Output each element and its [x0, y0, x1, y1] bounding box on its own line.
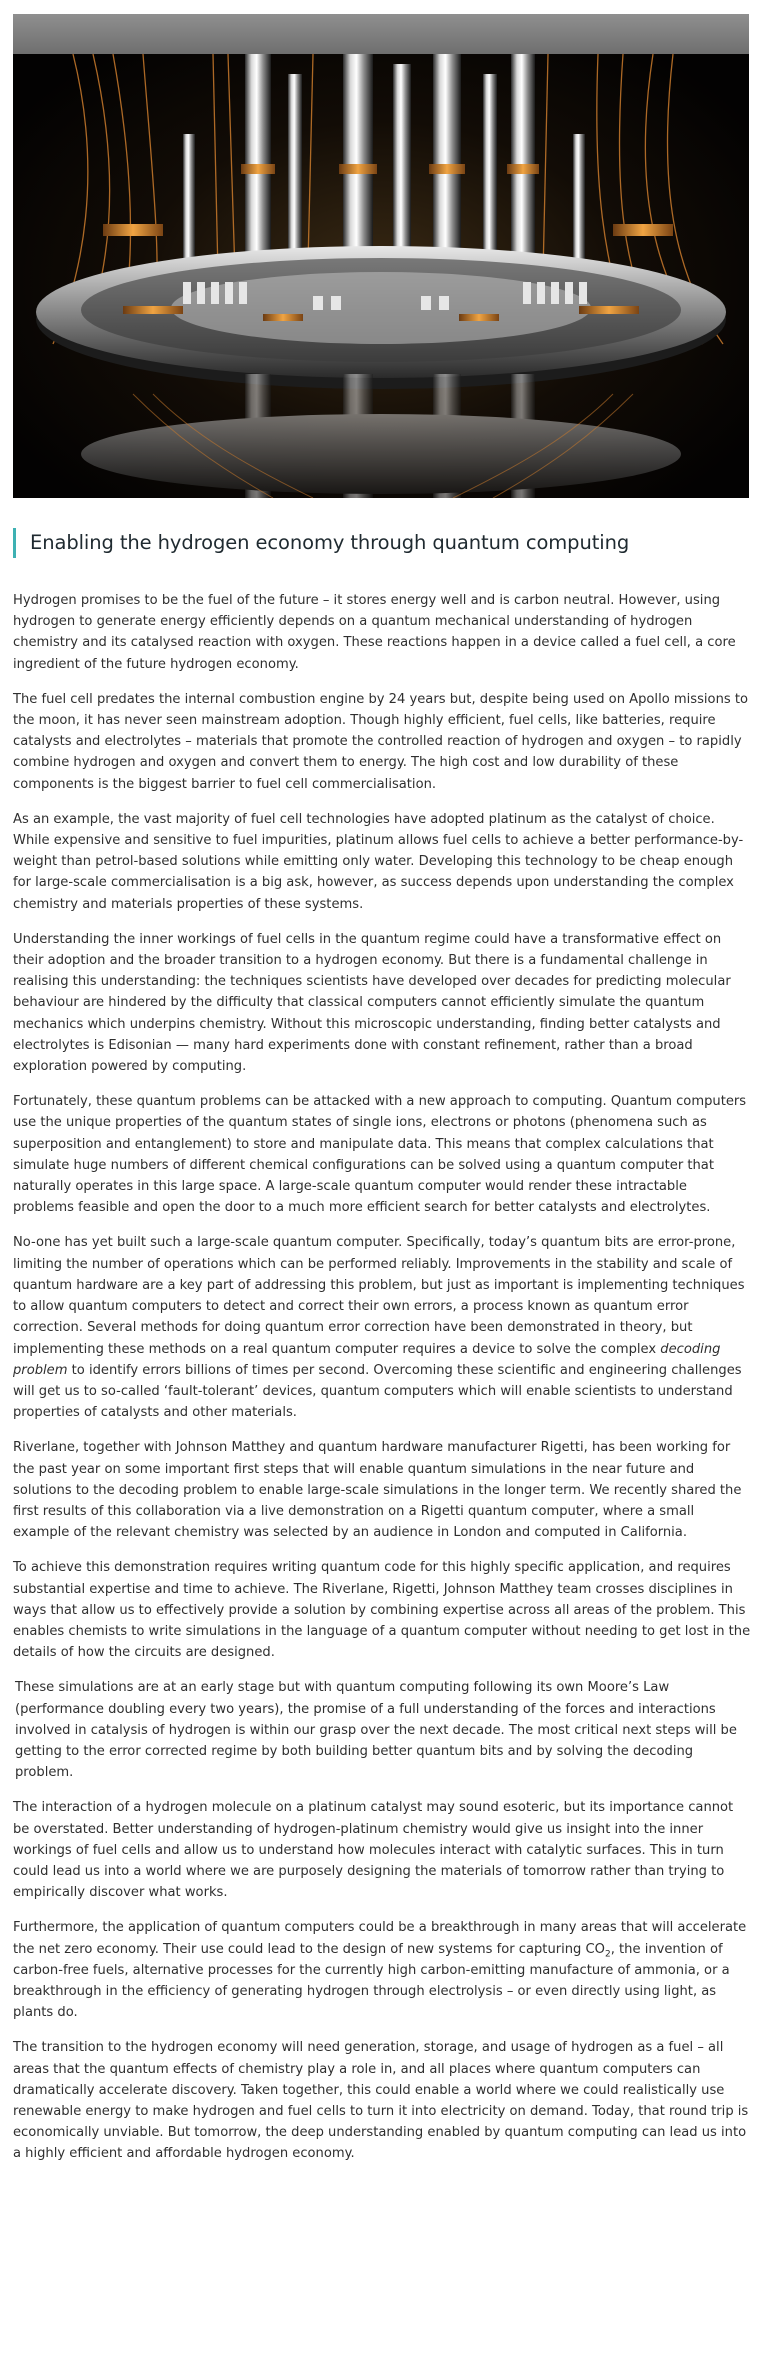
paragraph-6-emphasis: decoding problem: [13, 1341, 721, 1378]
co2-subscript: 2: [604, 1949, 611, 1960]
paragraph-5: Fortunately, these quantum problems can be attacked with a new approach to computing. Quantum computers use the unique properties of the quantum states of single ions, electrons or photons (phenomena such as superposition and entanglement) to store and manipulate data. This means that complex calculations that simulate huge numbers of different chemical configurations can be solved using a quantum computer that naturally operates in this large space. A large-scale quantum computer would render these intractable problems feasible and open the door to a much more efficient search for better catalysts and electrolytes.: [13, 1094, 747, 1216]
paragraph-8: To achieve this demonstration requires writing quantum code for this highly specific application, and requires substantial expertise and time to achieve. The Riverlane, Rigetti, Johnson Matthey team crosses disciplines in ways that allow us to effectively provide a solution by combining expertise across all areas of the problem. This enables chemists to write simulations in the language of a quantum computer without needing to get lost in the details of how the circuits are designed.: [13, 1560, 751, 1661]
paragraph-6-text-b: to identify errors billions of times per second. Overcoming these scientific and engineering challenges will get us to so-called ‘fault-tolerant’ devices, quantum computers which will enable scientists to understand properties of catalysts and other materials.: [13, 1362, 742, 1421]
paragraph-2: The fuel cell predates the internal combustion engine by 24 years but, despite being used on Apollo missions to the moon, it has never seen mainstream adoption. Though highly efficient, fuel cells, like batteries, require catalysts and electrolytes – materials that promote the controlled reaction of hydrogen and oxygen – to rapidly combine hydrogen and oxygen and convert them to energy. The high cost and low durability of these components is the biggest barrier to fuel cell commercialisation.: [13, 691, 748, 792]
paragraph-6: [13, 1232, 751, 1423]
paragraph-4: Understanding the inner workings of fuel cells in the quantum regime could have a transformative effect on their adoption and the broader transition to a hydrogen economy. But there is a fundamental challenge in realising this understanding: the techniques scientists have developed over decades for predicting molecular behaviour are hindered by the difficulty that classical computers cannot efficiently simulate the quantum mechanics which underpins chemistry. Without this microscopic understanding, finding better catalysts and electrolytes is Edisonian — many hard experiments done with constant refinement, rather than a broad exploration powered by computing.: [13, 931, 731, 1075]
paragraph-11-text-a: Furthermore, the application of quantum computers could be a breakthrough in many areas that will accelerate the net zero economy. Their use could lead to the design of new systems for capturing CO: [13, 1920, 747, 1957]
article-body: [13, 590, 751, 2179]
paragraph-9: These simulations are at an early stage but with quantum computing following its own Moore’s Law (performance doubling every two years), the promise of a full understanding of the forces and interactions involved in catalysis of hydrogen is within our grasp over the next decade. The most critical next steps will be getting to the error corrected regime by both building better quantum bits and by solving the decoding problem.: [15, 1680, 737, 1781]
quantum-computer-cryostat-image: [13, 14, 749, 498]
hero-image: [13, 14, 749, 498]
paragraph-10: The interaction of a hydrogen molecule on a platinum catalyst may sound esoteric, but its importance cannot be overstated. Better understanding of hydrogen-platinum chemistry would give us insight into the inner workings of fuel cells and allow us to understand how molecules interact with catalytic surfaces. This in turn could lead us into a world where we are purposely designing the materials of tomorrow rather than trying to empirically discover what works.: [13, 1800, 734, 1901]
paragraph-3: As an example, the vast majority of fuel cell technologies have adopted platinum as the catalyst of choice. While expensive and sensitive to fuel impurities, platinum allows fuel cells to achieve a better performance-by-weight than petrol-based solutions while emitting only water. Developing this technology to be cheap enough for large-scale commercialisation is a big ask, however, as success depends upon understanding the complex chemistry and materials properties of these systems.: [13, 811, 744, 912]
paragraph-1: Hydrogen promises to be the fuel of the future – it stores energy well and is carbon neutral. However, using hydrogen to generate energy efficiently depends on a quantum mechanical understanding of hydrogen chemistry and its catalysed reaction with oxygen. These reactions happen in a device called a fuel cell, a core ingredient of the future hydrogen economy.: [13, 593, 736, 672]
paragraph-11: [13, 1917, 751, 2023]
paragraph-11-text-b: , the invention of carbon-free fuels, alternative processes for the currently high carbon-emitting manufacture of ammonia, or a breakthrough in the efficiency of generating hydrogen through electrolysis – or even directly using light, as plants do.: [13, 1941, 730, 2021]
paragraph-7: Riverlane, together with Johnson Matthey and quantum hardware manufacturer Rigetti, has been working for the past year on some important first steps that will enable quantum simulations in the near future and solutions to the decoding problem to enable large-scale simulations in the longer term. We recently shared the first results of this collaboration via a live demonstration on a Rigetti quantum computer, where a small example of the relevant chemistry was selected by an audience in London and computed in California.: [13, 1440, 742, 1541]
paragraph-12: The transition to the hydrogen economy will need generation, storage, and usage of hydrogen as a fuel – all areas that the quantum effects of chemistry play a role in, and all places where quantum computers can dramatically accelerate discovery. Taken together, this could enable a world where we could realistically use renewable energy to make hydrogen and fuel cells to turn it into electricity on demand. Today, that round trip is economically unviable. But tomorrow, the deep understanding enabled by quantum computing can lead us into a highly efficient and affordable hydrogen economy.: [13, 2040, 749, 2162]
article-title-block: [13, 528, 749, 558]
article-title: Enabling the hydrogen economy through quantum computing: [30, 531, 630, 554]
paragraph-6-text-a: No-one has yet built such a large-scale quantum computer. Specifically, today’s quantum bits are error-prone, limiting the number of operations which can be performed reliably. Improvements in the stability and scale of quantum hardware are a key part of addressing this problem, but just as important is implementing techniques to allow quantum computers to detect and correct their own errors, a process known as quantum error correction. Several methods for doing quantum error correction have been demonstrated in theory, but implementing these methods on a real quantum computer requires a device to solve the complex: [13, 1235, 745, 1357]
